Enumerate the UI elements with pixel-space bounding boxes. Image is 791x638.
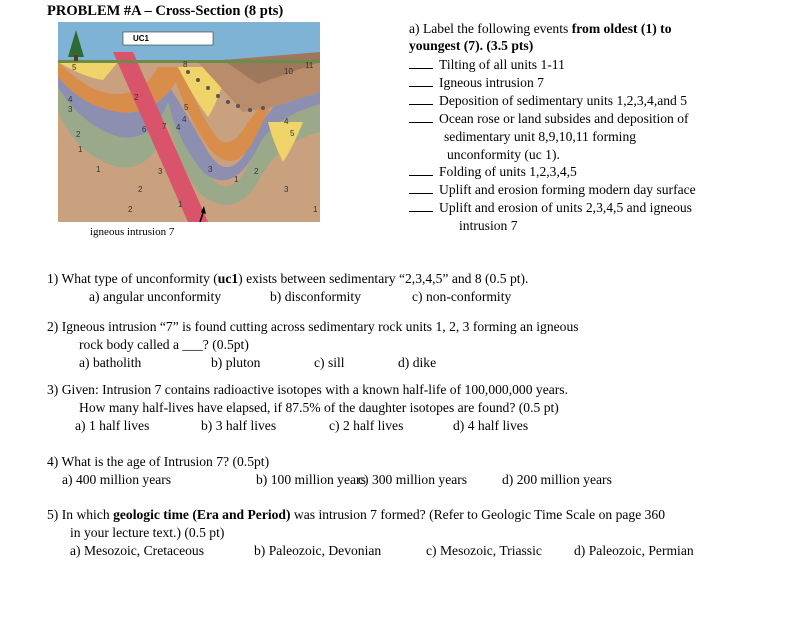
- question-text-continued: in your lecture text.) (0.5 pt): [70, 525, 225, 540]
- event-item: [409, 74, 544, 91]
- part-a-intro-bold: from oldest (1) to: [571, 21, 672, 36]
- part-a-intro-plain: a) Label the following events: [409, 21, 572, 36]
- answer-option[interactable]: c) non-conformity: [412, 289, 512, 304]
- answer-option[interactable]: a) Mesozoic, Cretaceous: [70, 543, 204, 558]
- answer-option[interactable]: d) dike: [398, 355, 437, 370]
- question-text: 5) In which geologic time (Era and Period) was intrusion 7 formed? (Refer to Geologic Time Scale on page 360: [47, 507, 666, 522]
- event-text: Ocean rose or land subsides and deposition of: [439, 111, 689, 126]
- unit-number-label: 11: [305, 61, 314, 70]
- unit-number-label: 1: [78, 145, 83, 154]
- answer-option[interactable]: a) 1 half lives: [75, 418, 150, 433]
- unit-number-label: 3: [284, 185, 289, 194]
- unit-number-label: 5: [184, 103, 189, 112]
- event-item: [409, 199, 692, 216]
- event-item: [409, 56, 565, 73]
- question-text: 2) Igneous intrusion “7” is found cutting across sedimentary rock units 1, 2, 3 forming an igneous: [47, 319, 579, 334]
- answer-option[interactable]: b) 100 million years: [256, 472, 366, 487]
- event-text-continued: unconformity (uc 1).: [447, 147, 560, 162]
- unit-number-label: 2: [138, 185, 143, 194]
- answer-blank[interactable]: [409, 200, 433, 212]
- event-item: [409, 92, 687, 109]
- answer-blank[interactable]: [409, 93, 433, 105]
- answer-option[interactable]: a) 400 million years: [62, 472, 172, 487]
- page-title: PROBLEM #A – Cross-Section (8 pts): [47, 3, 284, 19]
- answer-option[interactable]: b) disconformity: [270, 289, 361, 304]
- cross-section-diagram: [58, 22, 320, 222]
- answer-option[interactable]: d) 200 million years: [502, 472, 612, 487]
- ground-surface: [58, 60, 320, 63]
- answer-option[interactable]: c) sill: [314, 355, 345, 370]
- event-text-continued: sedimentary unit 8,9,10,11 forming: [444, 129, 637, 144]
- event-text: Uplift and erosion of units 2,3,4,5 and igneous: [439, 200, 692, 215]
- event-text: Uplift and erosion forming modern day surface: [439, 182, 696, 197]
- event-text: Deposition of sedimentary units 1,2,3,4,and 5: [439, 93, 688, 108]
- unit-number-label: 7: [162, 122, 167, 131]
- tree-trunk: [74, 55, 78, 61]
- question-text: 4) What is the age of Intrusion 7? (0.5pt): [47, 454, 270, 469]
- unit-number-label: 1: [313, 205, 318, 214]
- unit-number-label: 5: [290, 129, 295, 138]
- answer-option[interactable]: b) Paleozoic, Devonian: [254, 543, 382, 558]
- unit-number-label: 2: [254, 167, 259, 176]
- part-a-intro: [409, 20, 672, 54]
- intrusion-caption: igneous intrusion 7: [90, 226, 175, 238]
- unit-number-label: 4: [182, 115, 187, 124]
- question-text: 1) What type of unconformity (uc1) exists between sedimentary “2,3,4,5” and 8 (0.5 pt).: [47, 271, 529, 286]
- event-text: Igneous intrusion 7: [439, 75, 544, 90]
- question-text: How many half-lives have elapsed, if 87.5% of the daughter isotopes are found? (0.5 pt): [79, 400, 559, 415]
- event-item: [409, 163, 577, 180]
- answer-option[interactable]: a) batholith: [79, 355, 142, 370]
- answer-option[interactable]: c) 2 half lives: [329, 418, 404, 433]
- answer-option[interactable]: d) 4 half lives: [453, 418, 529, 433]
- answer-blank[interactable]: [409, 75, 433, 87]
- unit-number-label: 8: [183, 60, 188, 69]
- unit-number-label: 10: [284, 67, 293, 76]
- answer-option[interactable]: c) 300 million years: [358, 472, 468, 487]
- event-item: [409, 181, 696, 198]
- answer-option[interactable]: b) pluton: [211, 355, 261, 370]
- uc1-label: UC1: [133, 34, 150, 43]
- unit-number-label: 1: [234, 175, 239, 184]
- answer-option[interactable]: d) Paleozoic, Permian: [574, 543, 694, 558]
- event-text: Folding of units 1,2,3,4,5: [439, 164, 577, 179]
- unit-number-label: 3: [68, 105, 73, 114]
- unit-number-label: 1: [96, 165, 101, 174]
- answer-blank[interactable]: [409, 164, 433, 176]
- answer-option[interactable]: c) Mesozoic, Triassic: [426, 543, 542, 558]
- unit-number-label: 3: [158, 167, 163, 176]
- question-text: 3) Given: Intrusion 7 contains radioactive isotopes with a known half-life of 100,000,000 years.: [47, 382, 568, 397]
- unit-number-label: 3: [208, 165, 213, 174]
- answer-blank[interactable]: [409, 111, 433, 123]
- unit-number-label: 1: [178, 200, 183, 209]
- unit-number-label: 4: [284, 117, 289, 126]
- unit-number-label: 5: [72, 63, 77, 72]
- unit-number-label: 4: [176, 123, 181, 132]
- unit-number-label: 2: [134, 93, 139, 102]
- event-text: Tilting of all units 1-11: [439, 57, 565, 72]
- answer-option[interactable]: a) angular unconformity: [89, 289, 222, 304]
- part-a-intro-bold-cont: youngest (7). (3.5 pts): [409, 38, 534, 53]
- unit-number-label: 4: [68, 95, 73, 104]
- answer-option[interactable]: b) 3 half lives: [201, 418, 277, 433]
- unit-number-label: 6: [142, 125, 147, 134]
- answer-blank[interactable]: [409, 182, 433, 194]
- answer-blank[interactable]: [409, 57, 433, 69]
- unit-number-label: 2: [76, 130, 81, 139]
- unit-number-label: 2: [128, 205, 133, 214]
- event-text-continued: intrusion 7: [459, 218, 518, 233]
- event-item: [409, 110, 689, 127]
- question-text: rock body called a ___? (0.5pt): [79, 337, 249, 352]
